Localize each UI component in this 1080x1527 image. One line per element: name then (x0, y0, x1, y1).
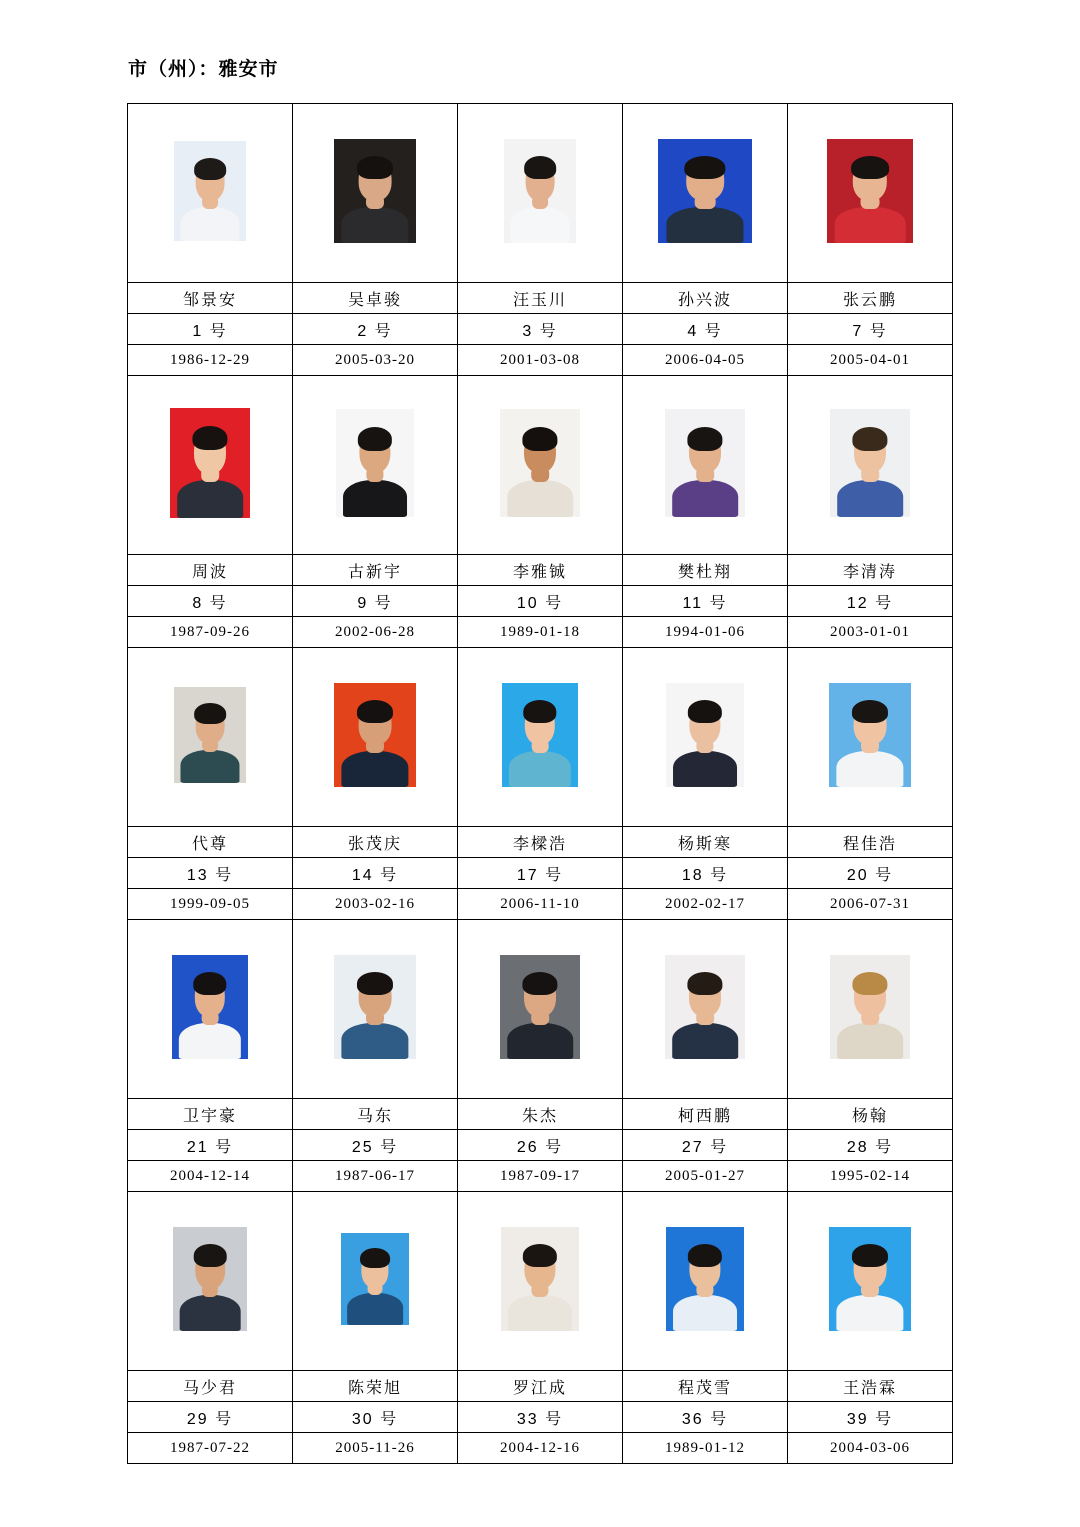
player-number: 25 号 (293, 1130, 458, 1161)
player-name: 马东 (293, 1099, 458, 1130)
player-portrait (666, 683, 744, 787)
table-row (128, 889, 953, 920)
player-name: 古新宇 (293, 555, 458, 586)
player-photo-cell (293, 920, 458, 1099)
player-birthdate: 1987-07-22 (128, 1433, 293, 1464)
player-portrait (827, 139, 913, 243)
player-name: 朱杰 (458, 1099, 623, 1130)
player-number: 18 号 (623, 858, 788, 889)
roster-table-body (128, 104, 953, 1464)
player-portrait (504, 139, 576, 243)
player-portrait (170, 408, 250, 518)
player-number: 4 号 (623, 314, 788, 345)
player-name: 杨斯寒 (623, 827, 788, 858)
player-name: 程茂雪 (623, 1371, 788, 1402)
player-birthdate: 1987-09-26 (128, 617, 293, 648)
player-birthdate: 2003-01-01 (788, 617, 953, 648)
player-portrait (500, 409, 580, 517)
player-photo-cell (128, 104, 293, 283)
player-photo-cell (458, 648, 623, 827)
player-birthdate: 1989-01-12 (623, 1433, 788, 1464)
player-birthdate: 2005-03-20 (293, 345, 458, 376)
player-birthdate: 1999-09-05 (128, 889, 293, 920)
player-portrait (172, 955, 248, 1059)
player-number: 1 号 (128, 314, 293, 345)
table-row (128, 376, 953, 555)
player-name: 张茂庆 (293, 827, 458, 858)
table-row (128, 555, 953, 586)
player-number: 33 号 (458, 1402, 623, 1433)
table-row (128, 314, 953, 345)
player-name: 吴卓骏 (293, 283, 458, 314)
player-number: 11 号 (623, 586, 788, 617)
player-portrait (334, 139, 416, 243)
player-number: 29 号 (128, 1402, 293, 1433)
player-name: 王浩霖 (788, 1371, 953, 1402)
player-photo-cell (293, 376, 458, 555)
player-name: 代尊 (128, 827, 293, 858)
player-birthdate: 1987-06-17 (293, 1161, 458, 1192)
player-name: 张云鹏 (788, 283, 953, 314)
player-number: 3 号 (458, 314, 623, 345)
player-number: 2 号 (293, 314, 458, 345)
player-birthdate: 1994-01-06 (623, 617, 788, 648)
player-photo-cell (293, 648, 458, 827)
table-row (128, 1161, 953, 1192)
player-portrait (666, 1227, 744, 1331)
player-birthdate: 1986-12-29 (128, 345, 293, 376)
table-row (128, 1192, 953, 1371)
player-photo-cell (293, 104, 458, 283)
player-photo-cell (623, 376, 788, 555)
player-birthdate: 2004-03-06 (788, 1433, 953, 1464)
player-name: 汪玉川 (458, 283, 623, 314)
player-birthdate: 2006-07-31 (788, 889, 953, 920)
player-birthdate: 2004-12-16 (458, 1433, 623, 1464)
player-name: 罗江成 (458, 1371, 623, 1402)
player-photo-cell (293, 1192, 458, 1371)
player-birthdate: 2005-01-27 (623, 1161, 788, 1192)
player-portrait (173, 1227, 247, 1331)
player-photo-cell (788, 648, 953, 827)
player-name: 周波 (128, 555, 293, 586)
player-photo-cell (623, 648, 788, 827)
table-row (128, 586, 953, 617)
player-portrait (658, 139, 752, 243)
player-photo-cell (128, 648, 293, 827)
player-number: 12 号 (788, 586, 953, 617)
table-row (128, 827, 953, 858)
player-portrait (500, 955, 580, 1059)
player-birthdate: 1995-02-14 (788, 1161, 953, 1192)
player-name: 马少君 (128, 1371, 293, 1402)
player-number: 36 号 (623, 1402, 788, 1433)
player-portrait (665, 409, 745, 517)
player-birthdate: 2003-02-16 (293, 889, 458, 920)
player-name: 卫宇豪 (128, 1099, 293, 1130)
table-row (128, 1099, 953, 1130)
player-number: 13 号 (128, 858, 293, 889)
player-name: 杨翰 (788, 1099, 953, 1130)
player-name: 李雅铖 (458, 555, 623, 586)
player-birthdate: 2002-06-28 (293, 617, 458, 648)
player-photo-cell (623, 104, 788, 283)
table-row (128, 1371, 953, 1402)
roster-table (127, 103, 953, 1464)
table-row (128, 1402, 953, 1433)
player-birthdate: 2004-12-14 (128, 1161, 293, 1192)
player-name: 樊杜翔 (623, 555, 788, 586)
player-portrait (665, 955, 745, 1059)
player-photo-cell (788, 104, 953, 283)
table-row (128, 1433, 953, 1464)
player-portrait (830, 409, 910, 517)
player-photo-cell (128, 376, 293, 555)
player-number: 14 号 (293, 858, 458, 889)
player-portrait (502, 683, 578, 787)
player-number: 21 号 (128, 1130, 293, 1161)
player-name: 柯西鹏 (623, 1099, 788, 1130)
player-name: 程佳浩 (788, 827, 953, 858)
player-birthdate: 2001-03-08 (458, 345, 623, 376)
player-name: 陈荣旭 (293, 1371, 458, 1402)
player-photo-cell (788, 920, 953, 1099)
player-name: 李清涛 (788, 555, 953, 586)
player-photo-cell (128, 1192, 293, 1371)
player-photo-cell (788, 1192, 953, 1371)
player-photo-cell (788, 376, 953, 555)
player-number: 28 号 (788, 1130, 953, 1161)
player-portrait (336, 409, 414, 517)
table-row (128, 858, 953, 889)
player-photo-cell (458, 104, 623, 283)
table-row (128, 345, 953, 376)
player-number: 8 号 (128, 586, 293, 617)
player-number: 39 号 (788, 1402, 953, 1433)
player-photo-cell (458, 1192, 623, 1371)
player-portrait (334, 683, 416, 787)
player-birthdate: 2006-11-10 (458, 889, 623, 920)
player-birthdate: 2002-02-17 (623, 889, 788, 920)
player-birthdate: 2005-04-01 (788, 345, 953, 376)
player-photo-cell (623, 920, 788, 1099)
player-portrait (829, 1227, 911, 1331)
player-number: 7 号 (788, 314, 953, 345)
player-number: 17 号 (458, 858, 623, 889)
player-number: 9 号 (293, 586, 458, 617)
player-photo-cell (458, 376, 623, 555)
table-row (128, 283, 953, 314)
page-title: 市（州）：雅安市 (128, 59, 279, 80)
table-row (128, 617, 953, 648)
player-portrait (174, 141, 246, 241)
player-portrait (501, 1227, 579, 1331)
player-portrait (341, 1233, 409, 1325)
player-birthdate: 1987-09-17 (458, 1161, 623, 1192)
player-birthdate: 2006-04-05 (623, 345, 788, 376)
player-birthdate: 1989-01-18 (458, 617, 623, 648)
player-photo-cell (458, 920, 623, 1099)
table-row (128, 1130, 953, 1161)
player-number: 10 号 (458, 586, 623, 617)
player-photo-cell (623, 1192, 788, 1371)
player-number: 27 号 (623, 1130, 788, 1161)
player-name: 孙兴波 (623, 283, 788, 314)
player-number: 30 号 (293, 1402, 458, 1433)
player-number: 26 号 (458, 1130, 623, 1161)
table-row (128, 648, 953, 827)
player-number: 20 号 (788, 858, 953, 889)
player-portrait (829, 683, 911, 787)
player-name: 邹景安 (128, 283, 293, 314)
player-birthdate: 2005-11-26 (293, 1433, 458, 1464)
player-photo-cell (128, 920, 293, 1099)
player-name: 李樑浩 (458, 827, 623, 858)
player-portrait (830, 955, 910, 1059)
table-row (128, 920, 953, 1099)
table-row (128, 104, 953, 283)
player-portrait (334, 955, 416, 1059)
player-portrait (174, 687, 246, 783)
